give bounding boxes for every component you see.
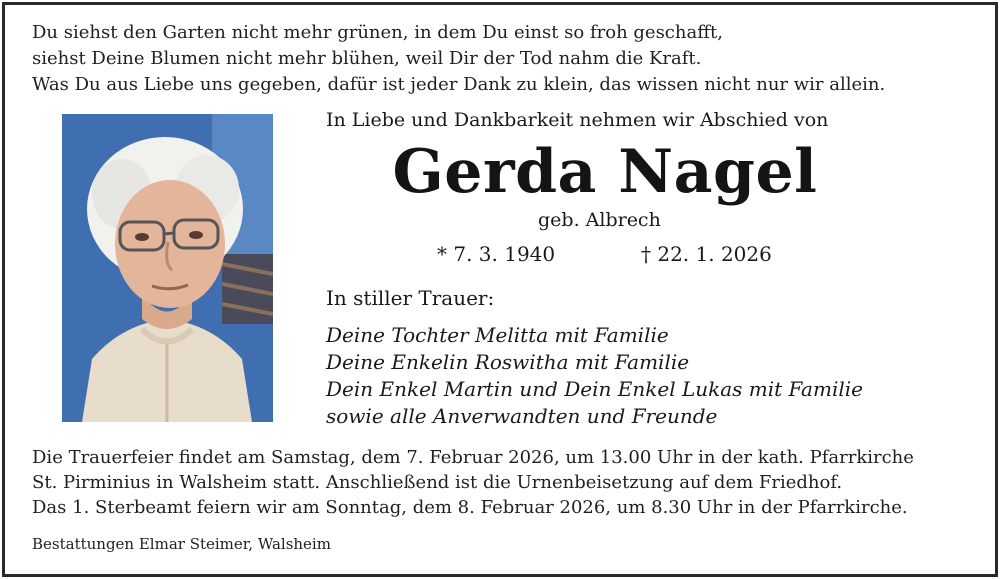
death-date: † 22. 1. 2026 bbox=[641, 242, 772, 266]
service-line-2: St. Pirminius in Walsheim statt. Anschließend ist die Urnenbeisetzung auf dem Friedhof. bbox=[32, 472, 843, 493]
mourner-line-1: Deine Tochter Melitta mit Familie bbox=[326, 323, 669, 347]
intro-text: In Liebe und Dankbarkeit nehmen wir Abschied von bbox=[326, 109, 829, 131]
poem-line-2: siehst Deine Blumen nicht mehr blühen, weil Dir der Tod nahm die Kraft. bbox=[32, 48, 702, 69]
portrait-photo bbox=[62, 114, 273, 422]
maiden-name: geb. Albrech bbox=[538, 209, 661, 231]
poem-line-1: Du siehst den Garten nicht mehr grünen, in dem Du einst so froh geschafft, bbox=[32, 22, 723, 43]
portrait-illustration bbox=[62, 114, 273, 422]
mourner-line-2: Deine Enkelin Roswitha mit Familie bbox=[326, 350, 690, 374]
poem-line-3: Was Du aus Liebe uns gegeben, dafür ist jeder Dank zu klein, das wissen nicht nur wir allein. bbox=[32, 74, 886, 95]
deceased-name: Gerda Nagel bbox=[392, 137, 818, 207]
birth-date: * 7. 3. 1940 bbox=[437, 242, 556, 266]
mourning-label: In stiller Trauer: bbox=[326, 286, 495, 310]
service-line-1: Die Trauerfeier findet am Samstag, dem 7. Februar 2026, um 13.00 Uhr in der kath. Pfarrkirche bbox=[32, 447, 914, 468]
mourner-line-3: Dein Enkel Martin und Dein Enkel Lukas mit Familie bbox=[326, 377, 863, 401]
funeral-home: Bestattungen Elmar Steimer, Walsheim bbox=[32, 535, 331, 553]
service-line-3: Das 1. Sterbeamt feiern wir am Sonntag, dem 8. Februar 2026, um 8.30 Uhr in der Pfarrkirche. bbox=[32, 497, 908, 518]
mourner-line-4: sowie alle Anverwandten und Freunde bbox=[326, 404, 718, 428]
